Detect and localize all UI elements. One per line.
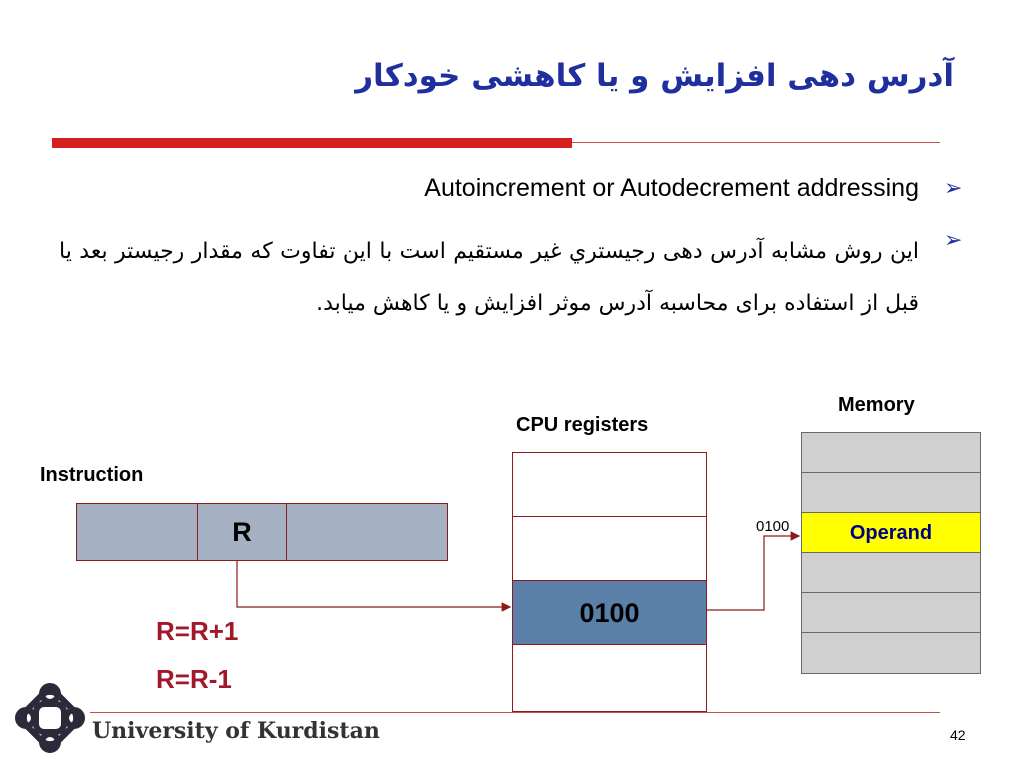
bullet-arrow-icon: ➢ (944, 176, 963, 201)
cpu-registers-label: CPU registers (516, 414, 649, 436)
memory-pointer-arrow (706, 536, 799, 610)
instruction-label: Instruction (40, 464, 144, 486)
register-row-active: 0100 (513, 581, 706, 645)
slide-title: آدرس دهی افزایش و یا کاهشی خودکار (355, 58, 954, 94)
register-pointer-arrow (237, 560, 510, 607)
formula-decrement: R=R-1 (156, 664, 232, 694)
memory-label: Memory (838, 394, 915, 416)
university-name: University of Kurdistan (92, 718, 380, 744)
memory-operand-cell: Operand (802, 513, 980, 553)
bullet-arrow-icon: ➢ (944, 228, 963, 253)
university-logo-icon (14, 682, 86, 754)
instruction-register-field: R (198, 504, 287, 560)
formula-increment: R=R+1 (156, 616, 239, 646)
bullet-english: Autoincrement or Autodecrement addressing (424, 174, 919, 202)
page-number: 42 (950, 727, 966, 743)
memory-address-label: 0100 (756, 518, 790, 535)
footer-divider (90, 712, 940, 713)
bullet-persian-paragraph: این روش مشابه آدرس دهی رجیستري غیر مستقیم است با این تفاوت که مقدار رجیستر بعد یا قبل از استفاده برای محاسبه آدرس موثر افزایش و یا کاهش میابد. (59, 239, 919, 316)
